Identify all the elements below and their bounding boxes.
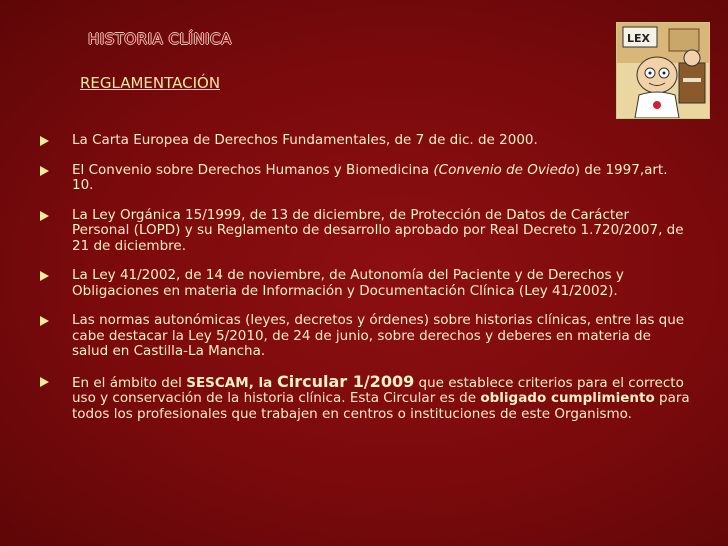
bullet-icon — [40, 136, 49, 146]
list-item: La Ley Orgánica 15/1999, de 13 de diciembre, de Protección de Datos de Carácter Personal (LOPD) y su Reglamento de desarrollo aprobado por Real Decreto 1.720/2007, de 21 de diciembre. — [40, 208, 690, 255]
cartoon-illustration — [616, 22, 710, 119]
slide-title: HISTORIA CLÍNICA — [88, 30, 232, 48]
bullet-icon — [40, 377, 49, 387]
bullet-icon — [40, 316, 49, 326]
bullet-icon — [40, 166, 49, 176]
slide-subtitle: REGLAMENTACIÓN — [80, 74, 221, 92]
bullet-icon — [40, 271, 49, 281]
list-item: La Carta Europea de Derechos Fundamentales, de 7 de dic. de 2000. — [40, 133, 690, 149]
list-item: Las normas autonómicas (leyes, decretos y órdenes) sobre historias clínicas, entre las que cabe destacar la Ley 5/2010, de 24 de junio, sobre derechos y deberes en materia de salud en Castilla-La Mancha. — [40, 313, 690, 360]
list-item: El Convenio sobre Derechos Humanos y Biomedicina (Convenio de Oviedo) de 1997,art. 10. — [40, 163, 690, 194]
bullet-icon — [40, 211, 49, 221]
cartoon-doctor-icon — [617, 23, 709, 118]
regulations-list — [40, 133, 690, 436]
list-item: La Ley 41/2002, de 14 de noviembre, de Autonomía del Paciente y de Derechos y Obligaciones en materia de Información y Documentación Clínica (Ley 41/2002). — [40, 268, 690, 299]
lex-sign: LEX — [627, 32, 651, 45]
list-item: En el ámbito del SESCAM, la Circular 1/2009 que establece criterios para el correcto uso y conservación de la historia clínica. Esta Circular es de obligado cumplimiento para todos los profesionales que trabajen en centros o instituciones de este Organismo. — [40, 374, 690, 423]
